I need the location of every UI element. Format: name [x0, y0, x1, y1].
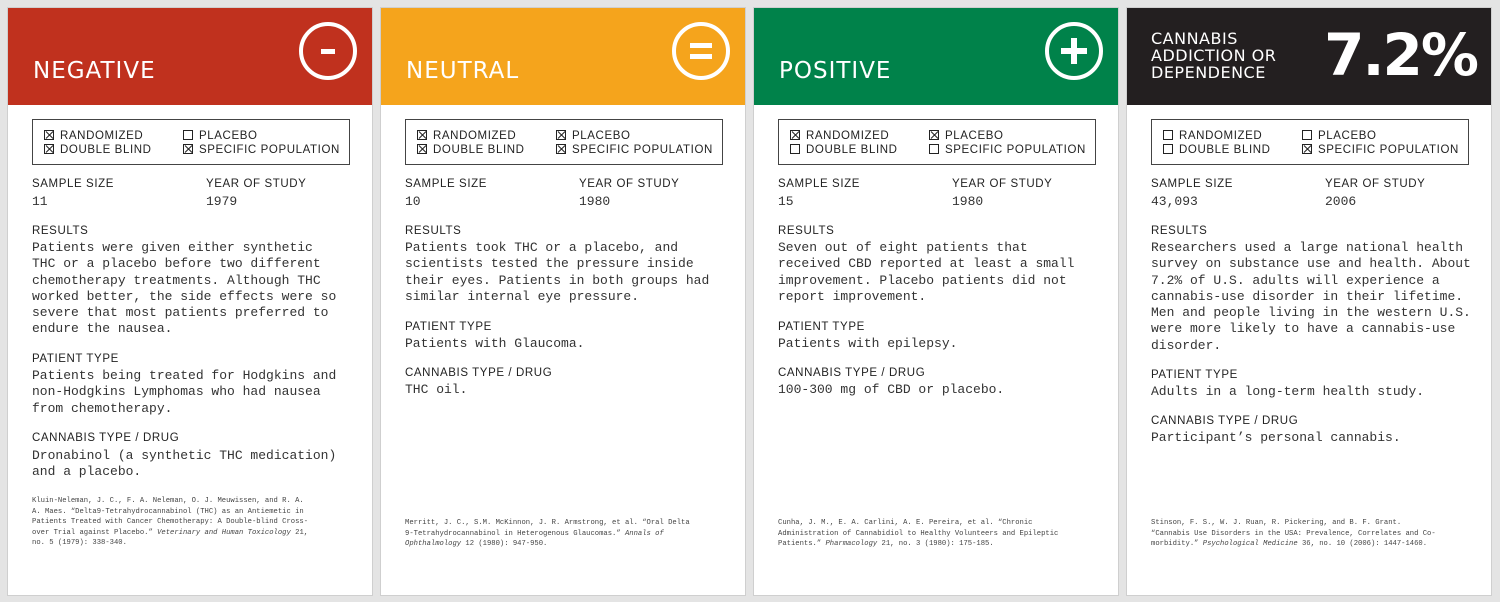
checkbox-specific-population: SPECIFIC POPULATION [556, 143, 713, 157]
minus-circle-icon [299, 22, 357, 80]
checked-box-icon [183, 144, 193, 154]
citation: Cunha, J. M., E. A. Carlini, A. E. Pereira, et al. “Chronic Administration of Cannabidiol to Healthy Volunteers and Epileptic Patients.” Pharmacology 21, no. 3 (1980): 175-185. [778, 519, 1059, 548]
empty-box-icon [929, 144, 939, 154]
results-label: RESULTS [405, 225, 462, 237]
year-label: YEAR OF STUDY [952, 178, 1053, 190]
checked-box-icon [929, 130, 939, 140]
year-value: 1979 [206, 194, 238, 209]
checked-box-icon [790, 130, 800, 140]
checkbox-specific-population: SPECIFIC POPULATION [1302, 143, 1459, 157]
patient-type-text: Patients with epilepsy. [778, 336, 958, 351]
empty-box-icon [183, 130, 193, 140]
checkbox-double-blind: DOUBLE BLIND [1163, 143, 1271, 157]
results-label: RESULTS [32, 225, 89, 237]
checkbox-placebo: PLACEBO [183, 129, 258, 143]
card-header [8, 8, 372, 105]
study-card-positive [753, 7, 1119, 596]
study-card-neutral [380, 7, 746, 596]
sample-size-value: 10 [405, 194, 421, 209]
sample-size-label: SAMPLE SIZE [32, 178, 115, 190]
empty-box-icon [1302, 130, 1312, 140]
checkbox-placebo: PLACEBO [929, 129, 1004, 143]
study-card-negative [7, 7, 373, 596]
study-design-checklist [32, 119, 350, 165]
year-label: YEAR OF STUDY [206, 178, 307, 190]
citation: Merritt, J. C., S.M. McKinnon, J. R. Armstrong, et al. “Oral Delta 9-Tetrahydrocannabinol in Heterogenous Glaucomas.” Annals of Ophthalmology 12 (1980): 947-950. [405, 519, 690, 548]
card-header [381, 8, 745, 105]
cannabis-type-label: CANNABIS TYPE / DRUG [778, 367, 926, 379]
patient-type-text: Patients being treated for Hodgkins and non-Hodgkins Lymphomas who had nausea from chemotherapy. [32, 368, 337, 416]
cannabis-type-text: 100-300 mg of CBD or placebo. [778, 382, 1005, 397]
patient-type-label: PATIENT TYPE [405, 321, 492, 333]
cannabis-type-text: THC oil. [405, 382, 468, 397]
checked-box-icon [417, 144, 427, 154]
study-design-checklist [778, 119, 1096, 165]
checkbox-randomized: RANDOMIZED [417, 129, 516, 143]
results-label: RESULTS [778, 225, 835, 237]
sample-size-label: SAMPLE SIZE [778, 178, 861, 190]
checkbox-randomized: RANDOMIZED [44, 129, 143, 143]
cannabis-type-label: CANNABIS TYPE / DRUG [405, 367, 553, 379]
year-value: 2006 [1325, 194, 1357, 209]
sample-size-label: SAMPLE SIZE [1151, 178, 1234, 190]
empty-box-icon [1163, 130, 1173, 140]
results-text: Researchers used a large national health survey on substance use and health. About 7.2% of U.S. adults will experience a cannabis-use disorder in their lifetime. Men and people living in the western U.S. were more likely to have a cannabis-use disorder. [1151, 240, 1471, 353]
checkbox-randomized: RANDOMIZED [790, 129, 889, 143]
checked-box-icon [556, 130, 566, 140]
citation: Kluin-Neleman, J. C., F. A. Neleman, O. J. Meuwissen, and R. A. A. Maes. “Delta9-Tetrahydrocannabinol (THC) as an Antiemetic in Patients Treated with Cancer Chemotherapy: A Double-blind Cross- over Trial against Placebo.” Veterinary and Human Toxicology 21, no. 5 (1979): 338-340. [32, 497, 309, 547]
sample-size-value: 11 [32, 194, 48, 209]
checked-box-icon [44, 130, 54, 140]
card-header [1127, 8, 1491, 105]
card-title: POSITIVE [779, 58, 892, 84]
checkbox-randomized: RANDOMIZED [1163, 129, 1262, 143]
year-label: YEAR OF STUDY [579, 178, 680, 190]
checkbox-placebo: PLACEBO [1302, 129, 1377, 143]
study-design-checklist [1151, 119, 1469, 165]
checkbox-double-blind: DOUBLE BLIND [790, 143, 898, 157]
checked-box-icon [44, 144, 54, 154]
study-card-addiction [1126, 7, 1492, 596]
card-title: NEUTRAL [406, 58, 520, 84]
year-value: 1980 [579, 194, 611, 209]
cannabis-type-label: CANNABIS TYPE / DRUG [32, 432, 180, 444]
checkbox-placebo: PLACEBO [556, 129, 631, 143]
stat-value: 7.2% [1324, 21, 1477, 89]
checkbox-double-blind: DOUBLE BLIND [417, 143, 525, 157]
card-header [754, 8, 1118, 105]
checkbox-double-blind: DOUBLE BLIND [44, 143, 152, 157]
card-title: CANNABIS ADDICTION OR DEPENDENCE [1151, 29, 1277, 82]
cannabis-type-text: Participant’s personal cannabis. [1151, 430, 1401, 445]
plus-circle-icon [1045, 22, 1103, 80]
patient-type-label: PATIENT TYPE [1151, 369, 1238, 381]
checkbox-specific-population: SPECIFIC POPULATION [929, 143, 1086, 157]
sample-size-value: 43,093 [1151, 194, 1198, 209]
patient-type-text: Patients with Glaucoma. [405, 336, 585, 351]
cannabis-type-label: CANNABIS TYPE / DRUG [1151, 415, 1299, 427]
checked-box-icon [1302, 144, 1312, 154]
year-label: YEAR OF STUDY [1325, 178, 1426, 190]
results-text: Patients were given either synthetic THC or a placebo before two different chemotherapy treatments. Although THC worked better, the side effects were so severe that most patients preferred to endure the nausea. [32, 240, 337, 337]
empty-box-icon [790, 144, 800, 154]
patient-type-text: Adults in a long-term health study. [1151, 384, 1425, 399]
year-value: 1980 [952, 194, 984, 209]
cannabis-type-text: Dronabinol (a synthetic THC medication) and a placebo. [32, 448, 337, 480]
checked-box-icon [417, 130, 427, 140]
study-design-checklist [405, 119, 723, 165]
results-text: Patients took THC or a placebo, and scientists tested the pressure inside their eyes. Patients in both groups had similar internal eye pressure. [405, 240, 710, 304]
patient-type-label: PATIENT TYPE [32, 353, 119, 365]
results-label: RESULTS [1151, 225, 1208, 237]
equals-circle-icon [672, 22, 730, 80]
patient-type-label: PATIENT TYPE [778, 321, 865, 333]
sample-size-label: SAMPLE SIZE [405, 178, 488, 190]
empty-box-icon [1163, 144, 1173, 154]
checkbox-specific-population: SPECIFIC POPULATION [183, 143, 340, 157]
checked-box-icon [556, 144, 566, 154]
citation: Stinson, F. S., W. J. Ruan, R. Pickering, and B. F. Grant. “Cannabis Use Disorders in the USA: Prevalence, Correlates and Co- morbidity.” Psychological Medicine 36, no. 10 (2006): 1447-1460. [1151, 519, 1436, 548]
results-text: Seven out of eight patients that received CBD reported at least a small improvement. Placebo patients did not report improvement. [778, 240, 1075, 304]
card-title: NEGATIVE [33, 58, 156, 84]
sample-size-value: 15 [778, 194, 794, 209]
